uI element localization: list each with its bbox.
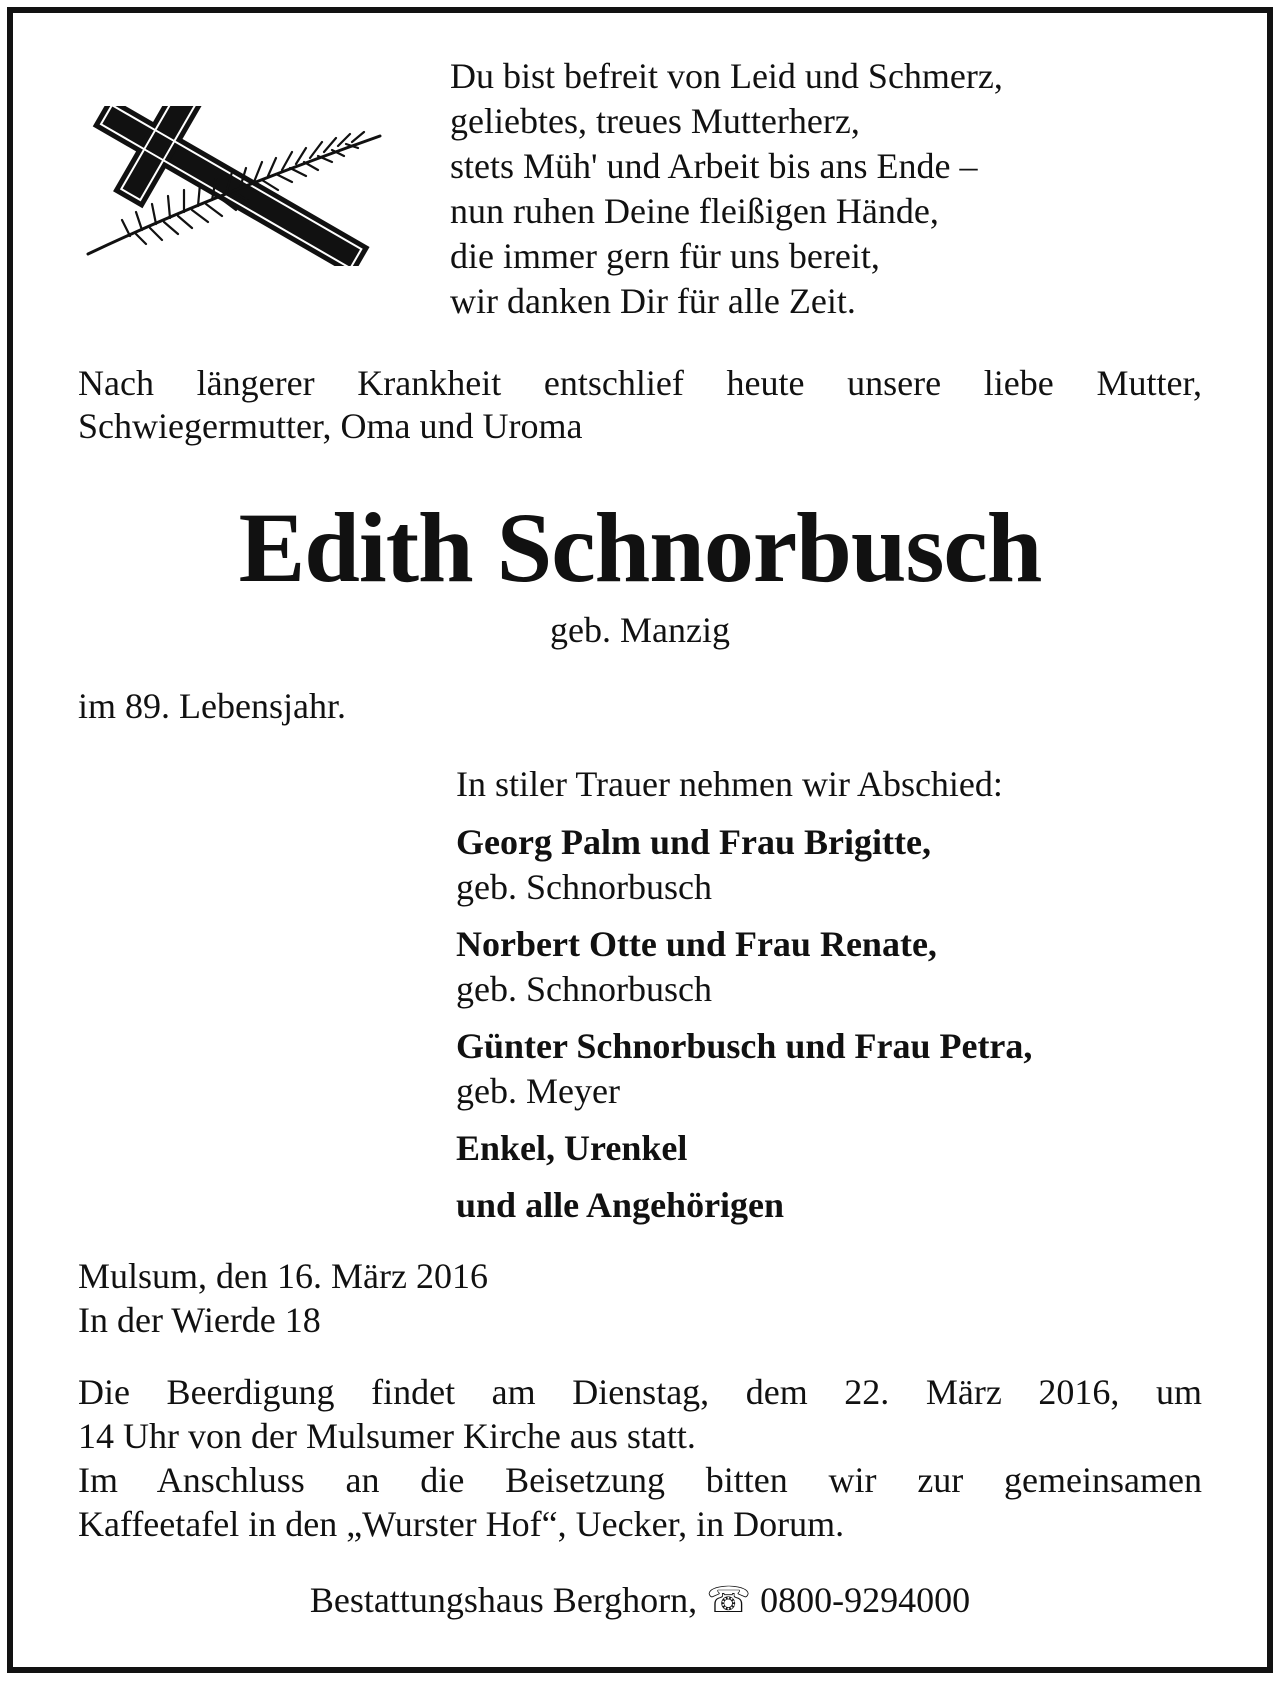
poem-line: nun ruhen Deine fleißigen Hände, (450, 191, 939, 231)
mourner-note: geb. Meyer (456, 1071, 620, 1111)
mourner-name: Günter Schnorbusch und Frau Petra, (456, 1026, 1033, 1066)
intro-line-2: Schwiegermutter, Oma und Uroma (78, 406, 583, 446)
cross-with-palm-frond-icon (70, 106, 390, 266)
phone-number: 0800-9294000 (760, 1580, 971, 1620)
poem-line: stets Müh' und Arbeit bis ans Ende – (450, 146, 978, 186)
poem-line: geliebtes, treues Mutterherz, (450, 101, 860, 141)
funeral-home-name: Bestattungshaus Berghorn, (309, 1580, 698, 1620)
place-and-date (78, 1254, 488, 1342)
mourner-note: geb. Schnorbusch (456, 867, 712, 907)
poem-line: wir danken Dir für alle Zeit. (450, 281, 856, 321)
intro-line-1: Nach längerer Krankheit entschlief heute unsere liebe Mutter, (78, 363, 1202, 403)
mourners-intro: In stiler Trauer nehmen wir Abschied: (456, 764, 1003, 804)
date-line: Mulsum, den 16. März 2016 (78, 1256, 488, 1296)
deceased-name: Edith Schnorbusch (238, 492, 1042, 603)
poem-line: Du bist befreit von Leid und Schmerz, (450, 56, 1003, 96)
funeral-line-4: Kaffeetafel in den „Wurster Hof“, Uecker, in Dorum. (78, 1504, 845, 1544)
mourner-extra: Enkel, Urenkel (456, 1128, 688, 1168)
mourner-name: Norbert Otte und Frau Renate, (456, 924, 937, 964)
age-line: im 89. Lebensjahr. (78, 686, 346, 726)
funeral-line-2: 14 Uhr von der Mulsumer Kirche aus statt. (78, 1416, 696, 1456)
funeral-home-footer (0, 1578, 1280, 1622)
mourner-extra: und alle Angehörigen (456, 1185, 785, 1225)
intro-text (78, 362, 1202, 448)
funeral-line-1: Die Beerdigung findet am Dienstag, dem 22. März 2016, um (78, 1372, 1202, 1412)
telephone-icon: ☏ (706, 1580, 752, 1620)
funeral-info (78, 1370, 1202, 1546)
funeral-line-3: Im Anschluss an die Beisetzung bitten wir zur gemeinsamen (78, 1460, 1202, 1500)
mourner-name: Georg Palm und Frau Brigitte, (456, 822, 931, 862)
poem-line: die immer gern für uns bereit, (450, 236, 880, 276)
mourners-list (456, 820, 1032, 1228)
address-line: In der Wierde 18 (78, 1300, 321, 1340)
poem (450, 54, 1003, 324)
maiden-name: geb. Manzig (550, 610, 730, 650)
mourner-note: geb. Schnorbusch (456, 969, 712, 1009)
